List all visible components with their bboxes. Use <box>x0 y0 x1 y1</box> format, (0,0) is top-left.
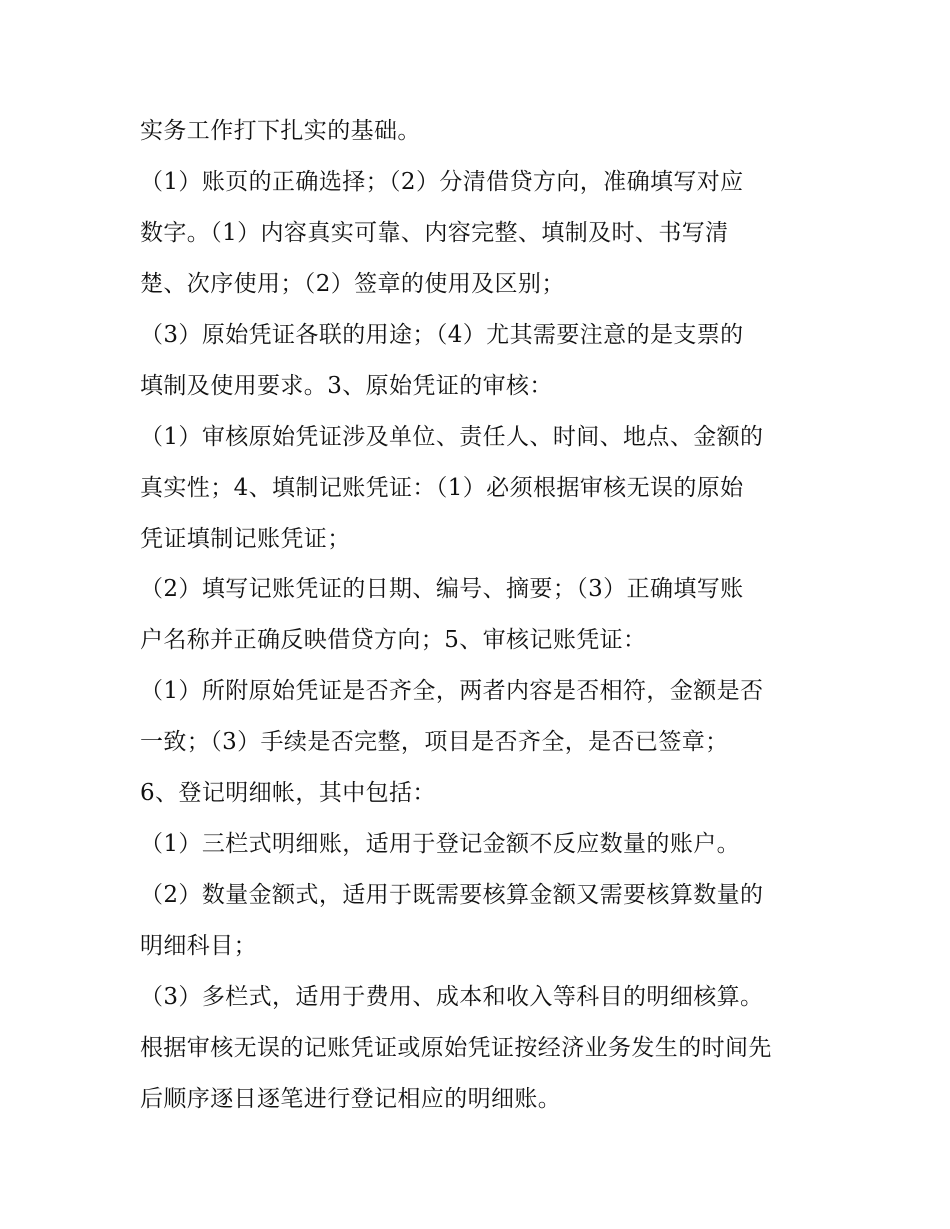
body-text <box>140 106 840 1125</box>
text-line: 实务工作打下扎实的基础。 <box>140 118 421 144</box>
text-line: （3）多栏式，适用于费用、成本和收入等科目的明细核算。 <box>140 983 764 1010</box>
text-line: 凭证填制记账凭证； <box>140 525 351 552</box>
text-line: 楚、次序使用；（2）签章的使用及区别； <box>140 270 565 297</box>
text-line: 户名称并正确反映借贷方向；5、审核记账凭证： <box>140 627 647 654</box>
text-line: （1）三栏式明细账，适用于登记金额不反应数量的账户。 <box>140 831 741 858</box>
text-line: 6、登记明细帐，其中包括： <box>140 780 436 807</box>
text-line: 后顺序逐日逐笔进行登记相应的明细账。 <box>140 1085 562 1112</box>
text-line: （3）原始凭证各联的用途；（4）尤其需要注意的是支票的 <box>140 321 744 348</box>
text-line: 填制及使用要求。3、原始凭证的审核： <box>140 372 553 399</box>
text-line: （2）数量金额式，适用于既需要核算金额又需要核算数量的 <box>140 882 764 909</box>
text-line: （1）所附原始凭证是否齐全，两者内容是否相符，金额是否 <box>140 678 764 705</box>
text-line: 根据审核无误的记账凭证或原始凭证按经济业务发生的时间先 <box>140 1034 772 1061</box>
text-line: （1）账页的正确选择；（2）分清借贷方向，准确填写对应 <box>140 168 744 195</box>
text-line: 明细科目； <box>140 933 257 959</box>
text-line: （2）填写记账凭证的日期、编号、摘要；（3）正确填写账 <box>140 576 744 603</box>
text-line: 数字。（1）内容真实可靠、内容完整、填制及时、书写清 <box>140 219 729 246</box>
text-line: 真实性；4、填制记账凭证：（1）必须根据审核无误的原始 <box>140 474 744 501</box>
text-line: （1）审核原始凭证涉及单位、责任人、时间、地点、金额的 <box>140 423 764 450</box>
text-line: 一致；（3）手续是否完整，项目是否齐全，是否已签章； <box>140 729 729 756</box>
